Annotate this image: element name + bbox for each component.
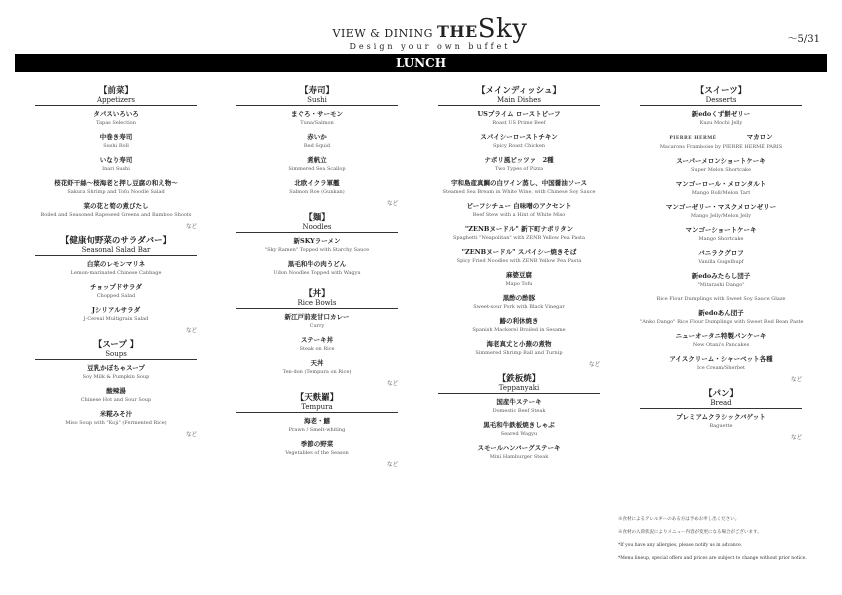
menu-item bbox=[438, 248, 600, 265]
menu-item-jp-text: 新edoみたらし団子 bbox=[691, 272, 751, 280]
menu-item-jp bbox=[35, 387, 197, 396]
menu-item bbox=[438, 156, 600, 173]
menu-item bbox=[35, 179, 197, 196]
menu-item-jp-text: マンゴーショートケーキ bbox=[685, 226, 757, 234]
menu-item-jp bbox=[35, 156, 197, 165]
menu-item-jp bbox=[35, 179, 197, 188]
menu-item-en: Simmered Sea Scallop bbox=[288, 166, 346, 172]
menu-item-en: Seared Wagyu bbox=[500, 431, 538, 437]
menu-item bbox=[640, 272, 802, 289]
section-spacer bbox=[438, 467, 600, 471]
menu-item-en: Roast US Prime Beef bbox=[492, 120, 546, 126]
menu-item bbox=[35, 283, 197, 300]
menu-item bbox=[35, 260, 197, 277]
menu-item-jp-text: 新SKYラーメン bbox=[293, 237, 341, 245]
menu-item-jp bbox=[35, 306, 197, 315]
menu-item-en: Steamed Sea Bream in White Wine, with Chinese Soy Sauce bbox=[442, 189, 596, 195]
menu-item bbox=[236, 417, 398, 434]
menu-item-en: Baguette bbox=[709, 423, 733, 429]
section-title-en: Tempura bbox=[236, 403, 398, 413]
menu-item bbox=[640, 110, 802, 127]
menu-item bbox=[640, 309, 802, 326]
menu-item-jp-text: スーパーメロンショートケーキ bbox=[676, 157, 766, 165]
etc-label: など bbox=[386, 462, 398, 468]
etc-label: など bbox=[386, 381, 398, 387]
section-header bbox=[236, 211, 398, 233]
menu-item-en: Miso Soup with "Koji" (Fermented Rice) bbox=[65, 420, 167, 426]
menu-item-jp bbox=[438, 156, 600, 165]
menu-item-en: Kuzu Mochi Jelly bbox=[699, 120, 743, 126]
menu-item bbox=[236, 110, 398, 127]
menu-item-en: Spanish Mackerel Broiled in Sesame bbox=[472, 327, 566, 333]
etc-label: など bbox=[386, 201, 398, 207]
menu-item-jp-text: スパイシーローストチキン bbox=[480, 133, 558, 141]
menu-item-jp-text: チョップドサラダ bbox=[90, 283, 142, 291]
menu-item bbox=[438, 398, 600, 415]
menu-item-jp bbox=[35, 133, 197, 142]
section-header bbox=[236, 391, 398, 413]
menu-item-en: Simmered Shrimp Ball and Turnip bbox=[475, 350, 563, 356]
menu-item bbox=[438, 179, 600, 196]
menu-item-jp-text: マンゴーロール・メロンタルト bbox=[675, 180, 767, 188]
menu-item-jp bbox=[236, 359, 398, 368]
menu-item-jp-text: ステーキ丼 bbox=[300, 336, 334, 344]
etc-label: など bbox=[185, 224, 197, 230]
menu-item-en: Spicy Fried Noodles with ZENB Yellow Pea Pasta bbox=[456, 258, 582, 264]
section-title-jp: 【前菜】 bbox=[98, 86, 133, 96]
menu-item-jp-text: 宇和島産真鯛の白ワイン蒸し、中国醤油ソース bbox=[451, 179, 587, 187]
menu-item bbox=[438, 317, 600, 334]
section-title-jp: 【鉄板焼】 bbox=[497, 374, 541, 384]
menu-item bbox=[236, 156, 398, 173]
menu-item-en: Curry bbox=[309, 323, 325, 329]
menu-item-jp bbox=[236, 417, 398, 426]
menu-item-jp-text: 菜の花と筍の煮びたし bbox=[83, 202, 149, 210]
menu-item bbox=[438, 340, 600, 357]
menu-item-jp bbox=[438, 133, 600, 142]
menu-item-jp bbox=[640, 249, 802, 258]
menu-item-jp-text: プレミアムクラシックバゲット bbox=[676, 413, 766, 421]
menu-item-en: Macarons Framboise by PIERRE HERMÉ PARIS bbox=[659, 144, 783, 150]
menu-item-jp bbox=[236, 133, 398, 142]
menu-item bbox=[640, 133, 802, 151]
menu-item-jp bbox=[35, 202, 197, 211]
menu-item-jp bbox=[438, 202, 600, 211]
menu-item-jp-text: 新edoあん団子 bbox=[698, 309, 744, 317]
menu-item bbox=[236, 179, 398, 196]
menu-item-en: Salmon Roe (Gunkan) bbox=[289, 189, 345, 195]
menu-item bbox=[236, 133, 398, 150]
menu-item-en: Tapas Selection bbox=[96, 120, 136, 126]
menu-item bbox=[438, 421, 600, 438]
menu-item bbox=[438, 225, 600, 242]
menu-item-jp bbox=[438, 225, 600, 234]
brand-the: THE bbox=[436, 22, 478, 41]
menu-item-jp-text: 黒酢の酢豚 bbox=[502, 294, 536, 302]
menu-item-en: Vanilla Gugelhupf bbox=[698, 259, 744, 265]
menu-item bbox=[35, 364, 197, 381]
menu-item-jp bbox=[640, 355, 802, 364]
menu-item-jp-text: "ZENBヌードル" 新下町ナポリタン bbox=[464, 225, 574, 233]
lunch-title-bar: LUNCH bbox=[15, 54, 827, 72]
menu-item bbox=[640, 180, 802, 197]
section-title-en: Noodles bbox=[236, 223, 398, 233]
section-title-en: Seasonal Salad Bar bbox=[35, 246, 197, 256]
section-title-jp: 【丼】 bbox=[304, 289, 330, 299]
menu-item-jp bbox=[640, 157, 802, 166]
section-header bbox=[35, 234, 197, 256]
menu-item-jp-text: 赤いか bbox=[307, 133, 327, 141]
menu-item-en: Super Melon Shortcake bbox=[690, 167, 752, 173]
menu-item-jp-text: 桜花虾干絲～桜海老と押し豆腐の和え物～ bbox=[54, 179, 178, 187]
menu-item-jp bbox=[640, 110, 802, 119]
brand-sky: Sky bbox=[477, 14, 528, 44]
menu-item-jp-text: 新edoくず餅ゼリー bbox=[691, 110, 751, 118]
menu-item bbox=[35, 133, 197, 150]
menu-item-jp bbox=[236, 313, 398, 322]
menu-item-jp-text: "ZENBヌードル" スパイシー焼きそば bbox=[461, 248, 577, 256]
menu-item-jp-text: バニラクグロフ bbox=[698, 249, 744, 257]
note-en-2: *Menu lineup, special offers and prices are subject to change without prior notice. bbox=[618, 556, 807, 561]
menu-item-en: Lemon-marinated Chinese Cabbage bbox=[70, 270, 162, 276]
section-title-en: Main Dishes bbox=[438, 96, 600, 106]
section-header bbox=[236, 84, 398, 106]
menu-item-jp-text: 麻婆豆腐 bbox=[506, 271, 532, 279]
section-title-en: Soups bbox=[35, 350, 197, 360]
menu-item-jp bbox=[438, 421, 600, 430]
brand-top: VIEW & DINING bbox=[332, 27, 433, 40]
menu-item-jp-text: 海老・鱚 bbox=[304, 417, 330, 425]
period: ～5/31 bbox=[787, 34, 820, 45]
menu-item-jp-text: 北欧イクラ軍艦 bbox=[294, 179, 340, 187]
menu-item bbox=[438, 294, 600, 311]
menu-item-jp-text: 酸辣湯 bbox=[106, 387, 126, 395]
menu-item bbox=[438, 444, 600, 461]
section-title-jp: 【寿司】 bbox=[299, 86, 334, 96]
menu-item-jp-text: マンゴーゼリー・マスクメロンゼリー bbox=[665, 203, 777, 211]
menu-item-jp bbox=[236, 440, 398, 449]
menu-item-jp bbox=[35, 283, 197, 292]
menu-item-jp bbox=[640, 203, 802, 212]
menu-item-jp-text: 白菜のレモンマリネ bbox=[86, 260, 146, 268]
menu-item-jp bbox=[438, 294, 600, 303]
menu-item-en: Soy Milk & Pumpkin Soup bbox=[82, 374, 150, 380]
menu-item-jp-text: ナポリ風ピッツァ 2種 bbox=[484, 156, 554, 164]
menu-item bbox=[438, 110, 600, 127]
menu-item-jp-text: 季節の野菜 bbox=[300, 440, 334, 448]
section-title-en: Desserts bbox=[640, 96, 802, 106]
etc-label: など bbox=[185, 432, 197, 438]
menu-item-jp-text: タパスいろいろ bbox=[93, 110, 139, 118]
menu-item-jp bbox=[438, 248, 600, 257]
menu-item-en: New Otani's Pancakes bbox=[692, 342, 750, 348]
menu-item-jp-text: 国産牛ステーキ bbox=[496, 398, 542, 406]
menu-item bbox=[640, 203, 802, 220]
menu-item-jp-text: ビーフシチュー 白味噌のアクセント bbox=[466, 202, 572, 210]
menu-item-jp bbox=[236, 179, 398, 188]
section-title-en: Rice Bowls bbox=[236, 299, 398, 309]
menu-item-en: Beef Stew with a Hint of White Miso bbox=[472, 212, 566, 218]
etc-label: など bbox=[790, 377, 802, 383]
menu-item-jp bbox=[640, 133, 802, 143]
menu-item-en: Domestic Beef Steak bbox=[492, 408, 546, 414]
menu-item bbox=[35, 410, 197, 427]
menu-item bbox=[438, 133, 600, 150]
menu-item-en: Sushi Roll bbox=[103, 143, 129, 149]
section-title-jp: 【スイーツ】 bbox=[695, 86, 747, 96]
section-title-jp: 【麺】 bbox=[304, 213, 330, 223]
menu-item-en: Mini Hamburger Steak bbox=[489, 454, 549, 460]
menu-item-jp-text: 黒毛和牛鉄板焼きしゃぶ bbox=[483, 421, 555, 429]
menu-item-en: J-Cereal Multigrain Salad bbox=[83, 316, 149, 322]
menu-item-en: Mango Shortcake bbox=[698, 236, 744, 242]
menu-item-jp-text: Jシリアルサラダ bbox=[91, 306, 141, 314]
menu-item-en: "Anko Dango" Rice Flour Dumplings with Sweet Red Bean Paste bbox=[640, 319, 804, 325]
section-header bbox=[35, 84, 197, 106]
menu-item-jp bbox=[236, 260, 398, 269]
menu-item-jp-text: マカロン bbox=[746, 133, 773, 141]
etc-label: など bbox=[790, 435, 802, 441]
menu-item-en: Prawn / Smelt-whiting bbox=[288, 427, 346, 433]
note-en-1: *If you have any allergies, please notify us in advance. bbox=[618, 543, 743, 548]
section-title-en: Appetizers bbox=[35, 96, 197, 106]
tagline: Design your own buffet bbox=[349, 42, 511, 51]
menu-item bbox=[236, 237, 398, 254]
menu-item-jp bbox=[438, 271, 600, 280]
menu-item-en: Two Types of Pizza bbox=[494, 166, 544, 172]
menu-item-en: Vegetables of the Season bbox=[285, 450, 349, 456]
menu-item bbox=[640, 295, 802, 303]
menu-item bbox=[640, 226, 802, 243]
menu-item-jp-text: 米糀みそ汁 bbox=[99, 410, 133, 418]
menu-item-jp bbox=[438, 340, 600, 349]
menu-item-en: Tuna/Salmon bbox=[300, 120, 334, 126]
menu-item bbox=[438, 202, 600, 219]
section-header bbox=[640, 387, 802, 409]
menu-item-en: Ten-don (Tempura on Rice) bbox=[282, 369, 352, 375]
menu-item-jp-text: ニューオータニ特製パンケーキ bbox=[675, 332, 767, 340]
section-title-en: Teppanyaki bbox=[438, 384, 600, 394]
menu-item-en: Red Squid bbox=[303, 143, 331, 149]
menu-item bbox=[236, 336, 398, 353]
menu-item-en: Mango Jelly/Melon Jelly bbox=[690, 213, 752, 219]
menu-item-jp-text: いなり寿司 bbox=[99, 156, 133, 164]
menu-item-en: Spicy Roast Chicken bbox=[492, 143, 545, 149]
menu-item-jp bbox=[640, 309, 802, 318]
notes bbox=[618, 516, 828, 568]
menu-item bbox=[35, 387, 197, 404]
section-header bbox=[438, 372, 600, 394]
menu-item-jp bbox=[35, 410, 197, 419]
menu-item-en: Sakura Shrimp and Tofu Noodle Salad bbox=[67, 189, 165, 195]
menu-item-en: Steak on Rice bbox=[299, 346, 335, 352]
logo bbox=[330, 14, 530, 51]
menu-item-jp bbox=[438, 444, 600, 453]
section-title-jp: 【健康旬野菜のサラダバー】 bbox=[60, 236, 172, 246]
menu-item-en: Chopped Salad bbox=[96, 293, 136, 299]
menu-item bbox=[640, 355, 802, 372]
menu-item-jp-text: 黒毛和牛の肉うどん bbox=[287, 260, 347, 268]
menu-item bbox=[236, 313, 398, 330]
menu-item-jp bbox=[438, 179, 600, 188]
menu-item-jp-text: 煮帆立 bbox=[307, 156, 327, 164]
menu-item-jp bbox=[640, 332, 802, 341]
menu-item bbox=[236, 260, 398, 277]
menu-column bbox=[438, 84, 600, 471]
menu-item-jp-text: USプライム ローストビーフ bbox=[477, 110, 561, 118]
menu-item-jp-text: 豆乳かぼちゃスープ bbox=[87, 364, 145, 372]
menu-item-jp-text: スモールハンバーグステーキ bbox=[477, 444, 561, 452]
menu-item-jp-text: 中巻き寿司 bbox=[99, 133, 133, 141]
menu-item-en: "Sky Ramen" Topped with Starchy Sauce bbox=[264, 247, 370, 253]
menu-item-jp bbox=[640, 180, 802, 189]
pierre-herme-logo: PIERRE HERMÉ bbox=[669, 136, 717, 141]
menu-item-jp bbox=[236, 156, 398, 165]
section-header bbox=[438, 84, 600, 106]
section-title-en: Bread bbox=[640, 399, 802, 409]
etc-label: など bbox=[588, 362, 600, 368]
menu-item-en: Mapo Tofu bbox=[505, 281, 533, 287]
menu-item-jp bbox=[438, 317, 600, 326]
menu-item bbox=[35, 110, 197, 127]
menu-item-jp bbox=[438, 398, 600, 407]
menu-item-jp bbox=[35, 110, 197, 119]
etc-label: など bbox=[185, 328, 197, 334]
menu-item-jp bbox=[236, 336, 398, 345]
section-header bbox=[35, 338, 197, 360]
menu-column bbox=[640, 84, 802, 445]
menu-item-jp bbox=[640, 413, 802, 422]
menu-item-jp bbox=[438, 110, 600, 119]
section-title-jp: 【メインディッシュ】 bbox=[477, 86, 561, 96]
menu-item-jp-text: 鰆の利休焼き bbox=[499, 317, 539, 325]
menu-column bbox=[236, 84, 398, 472]
note-ja-2: ※食材の入荷状況によりメニュー内容が変更になる場合がございます。 bbox=[618, 530, 762, 535]
menu-item-jp bbox=[640, 272, 802, 281]
section-header bbox=[640, 84, 802, 106]
menu-item-jp-text: 海老真丈と小蕪の煮物 bbox=[486, 340, 552, 348]
menu-item-jp-text: 天丼 bbox=[310, 359, 324, 367]
menu-item-jp bbox=[236, 110, 398, 119]
menu-item bbox=[640, 157, 802, 174]
menu-item bbox=[236, 359, 398, 376]
menu-item-en: Mango Roll/Melon Tart bbox=[691, 190, 751, 196]
section-title-en: Sushi bbox=[236, 96, 398, 106]
menu-item-jp-text: 新江戸前麦甘口カレー bbox=[284, 313, 350, 321]
section-title-jp: 【スープ 】 bbox=[93, 340, 139, 350]
menu-item-en: Rice Flour Dumplings with Sweet Soy Sauce Glaze bbox=[656, 296, 786, 302]
menu-item-jp-text: まぐろ・サーモン bbox=[291, 110, 343, 118]
menu-item bbox=[640, 332, 802, 349]
section-title-jp: 【天麩羅】 bbox=[295, 393, 339, 403]
note-ja-1: ※食材によるアレルギーのある方は予めお申し出ください。 bbox=[618, 517, 740, 522]
menu-item bbox=[236, 440, 398, 457]
menu-item-jp bbox=[35, 364, 197, 373]
menu-item bbox=[35, 306, 197, 323]
menu-item-jp bbox=[35, 260, 197, 269]
menu-item bbox=[640, 249, 802, 266]
menu-item bbox=[35, 202, 197, 219]
section-header bbox=[236, 287, 398, 309]
menu-item-en: Ice Cream/Sherbet bbox=[696, 365, 746, 371]
menu-item bbox=[438, 271, 600, 288]
menu-item bbox=[640, 413, 802, 430]
menu-item-en: Sweet-sour Pork with Black Vinegar bbox=[473, 304, 565, 310]
menu-item-en: Spaghetti "Neapolitan" with ZENB Yellow Pea Pasta bbox=[452, 235, 586, 241]
menu-item-jp bbox=[640, 226, 802, 235]
section-title-jp: 【パン】 bbox=[703, 389, 738, 399]
menu-item-jp-text: アイスクリーム・シャーベット各種 bbox=[669, 355, 773, 363]
menu-item-jp bbox=[236, 237, 398, 246]
menu-item-en: Boiled and Seasoned Rapeseed Greens and Bamboo Shoots bbox=[40, 212, 192, 218]
menu-item-en: Inari Sushi bbox=[102, 166, 130, 172]
menu-item-en: Udon Noodles Topped with Wagyu bbox=[273, 270, 361, 276]
menu-item bbox=[35, 156, 197, 173]
menu-column bbox=[35, 84, 197, 442]
menu-item-en: Chinese Hot and Sour Soup bbox=[80, 397, 152, 403]
menu-item-en: "Mitarashi Dango" bbox=[697, 282, 745, 288]
